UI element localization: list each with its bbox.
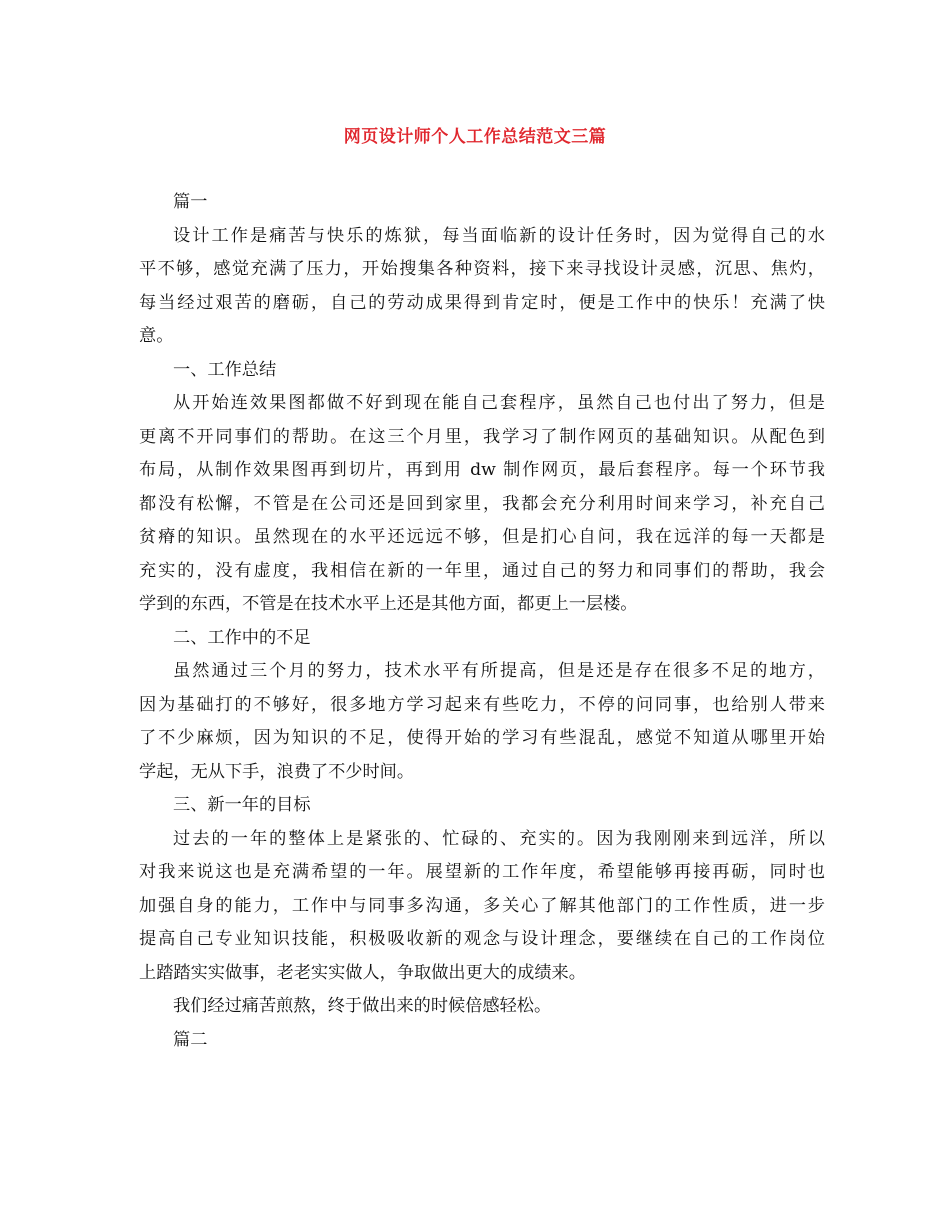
document-body (139, 186, 825, 1057)
paragraph-line: 平不够，感觉充满了压力，开始搜集各种资料，接下来寻找设计灵感，沉思、焦灼， (139, 259, 825, 279)
paragraph-line: 过去的一年的整体上是紧张的、忙碌的、充实的。因为我刚刚来到远洋，所以 (173, 828, 825, 849)
paragraph-line: 意。 (139, 326, 174, 346)
paragraph-line: 上踏踏实实做事，老老实实做人，争取做出更大的成绩来。 (139, 962, 586, 983)
paragraph-line: 了不少麻烦，因为知识的不足，使得开始的学习有些混乱，感觉不知道从哪里开始 (139, 728, 825, 748)
paragraph-line: 学到的东西，不管是在技术水平上还是其他方面，都更上一层楼。 (139, 594, 638, 614)
paragraph-line: 虽然通过三个月的努力，技术水平有所提高，但是还是存在很多不足的地方， (173, 661, 825, 681)
paragraph-line: 每当经过艰苦的磨砺，自己的劳动成果得到肯定时，便是工作中的快乐！充满了快 (139, 292, 825, 313)
paragraph-line: 贫瘠的知识。虽然现在的水平还远远不够，但是扪心自问，我在远洋的每一天都是 (139, 527, 825, 547)
paragraph-line: 都没有松懈，不管是在公司还是回到家里，我都会充分利用时间来学习，补充自己 (139, 493, 825, 514)
section-heading: 篇一 (173, 192, 208, 212)
section-heading: 篇二 (173, 1029, 208, 1050)
document-title: 网页设计师个人工作总结范文三篇 (343, 127, 607, 147)
paragraph-line: 设计工作是痛苦与快乐的炼狱，每当面临新的设计任务时，因为觉得自己的水 (173, 225, 825, 246)
section-heading: 一、工作总结 (173, 359, 277, 380)
paragraph-line: 我们经过痛苦煎熬，终于做出来的时候倍感轻松。 (173, 996, 552, 1016)
paragraph-line: 对我来说这也是充满希望的一年。展望新的工作年度，希望能够再接再砺，同时也 (139, 862, 825, 882)
paragraph-line: 因为基础打的不够好，很多地方学习起来有些吃力，不停的问同事，也给别人带来 (139, 694, 825, 715)
paragraph-line: 学起，无从下手，浪费了不少时间。 (139, 761, 415, 782)
paragraph-line: 加强自身的能力，工作中与同事多沟通，多关心了解其他部门的工作性质，进一步 (139, 895, 825, 916)
paragraph-line: 从开始连效果图都做不好到现在能自己套程序，虽然自己也付出了努力，但是 (173, 393, 825, 413)
section-heading: 三、新一年的目标 (173, 795, 311, 815)
section-heading: 二、工作中的不足 (173, 627, 311, 648)
paragraph-line: 提高自己专业知识技能，积极吸收新的观念与设计理念，要继续在自己的工作岗位 (139, 929, 825, 949)
paragraph-line: 充实的，没有虚度，我相信在新的一年里，通过自己的努力和同事们的帮助，我会 (139, 560, 825, 581)
paragraph-line: 布局，从制作效果图再到切片，再到用 dw 制作网页，最后套程序。每一个环节我 (139, 460, 825, 480)
paragraph-line: 更离不开同事们的帮助。在这三个月里，我学习了制作网页的基础知识。从配色到 (139, 426, 825, 447)
